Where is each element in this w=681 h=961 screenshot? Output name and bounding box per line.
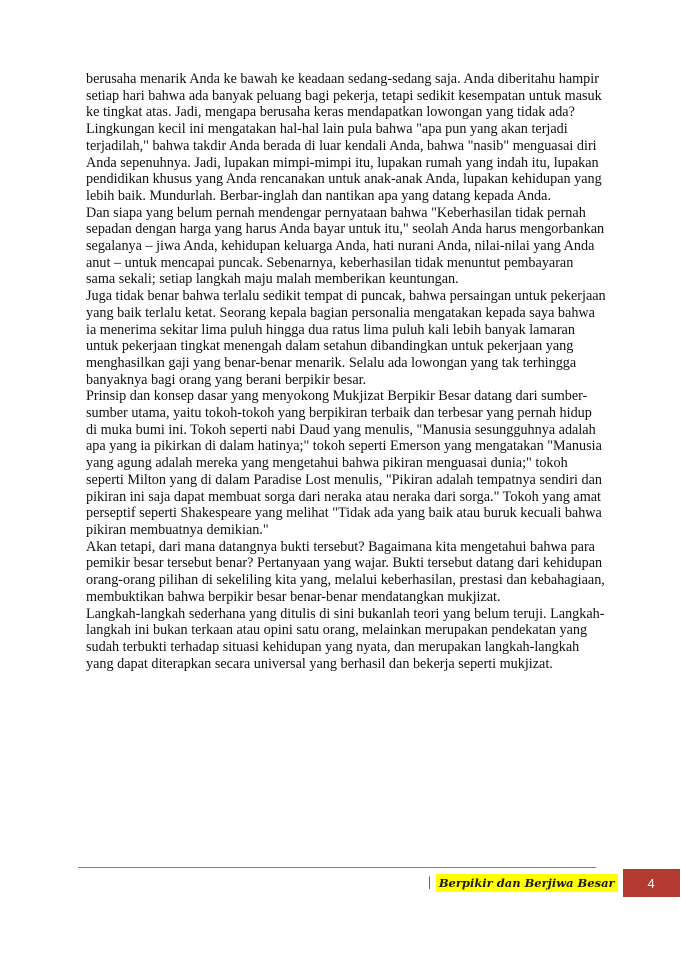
paragraph: Prinsip dan konsep dasar yang menyokong Mukjizat Berpikir Besar datang dari sumber-sumber utama, yaitu tokoh-tokoh yang berpikiran terbaik dan terbesar yang pernah hidup di muka bumi ini. Tokoh seperti nabi Daud yang menulis, "Manusia sesungguhnya adalah apa yang ia pikirkan di dalam hatinya;" tokoh seperti Emerson yang mengatakan "Manusia yang agung adalah mereka yang mengetahui bahwa pikiran menguasai dunia;" tokoh seperti Milton yang di dalam Paradise Lost menulis, "Pikiran adalah tempatnya sendiri dan pikiran ini saja dapat membuat sorga dari neraka atau neraka dari sorga." Tokoh yang amat perseptif seperti Shakespeare yang melihat "Tidak ada yang baik atau buruk kecuali bahwa pikiran membuatnya demikian."	[86, 388, 603, 538]
body-text	[86, 71, 606, 672]
paragraph: Langkah-langkah sederhana yang ditulis di sini bukanlah teori yang belum teruji. Langkah-langkah ini bukan terkaan atau opini satu orang, melainkan merupakan pendekatan yang sudah terbukti terhadap situasi kehidupan yang nyata, dan merupakan langkah-langkah yang dapat diterapkan secara universal yang berhasil dan bekerja seperti mukjizat.	[86, 605, 605, 672]
page-number: 4	[623, 869, 680, 897]
footer-separator: |	[428, 875, 431, 890]
paragraph: Akan tetapi, dari mana datangnya bukti tersebut? Bagaimana kita mengetahui bahwa para pemikir besar tersebut benar? Pertanyaan yang wajar. Bukti tersebut datang dari kehidupan orang-orang pilihan di sekeliling kita yang, melalui keberhasilan, prestasi dan kebahagiaan, membuktikan bahwa berpikir besar benar-benar mendatangkan mukjizat.	[86, 538, 605, 605]
page-footer	[428, 869, 680, 897]
footer-divider	[78, 867, 596, 868]
paragraph: Lingkungan kecil ini mengatakan hal-hal lain pula bahwa "apa pun yang akan terjadi terjadilah," bahwa takdir Anda berada di luar kendali Anda, bahwa "nasib" menguasai diri Anda sepenuhnya. Jadi, lupakan mimpi-mimpi itu, lupakan rumah yang indah itu, lupakan pendidikan khusus yang Anda rencanakan untuk anak-anak Anda, lupakan kehidupan yang lebih baik. Mundurlah. Berbar-inglah dan nantikan apa yang datang kepada Anda.	[86, 121, 602, 204]
footer-book-title: Berpikir dan Berjiwa Besar	[436, 874, 618, 892]
paragraph: Juga tidak benar bahwa terlalu sedikit tempat di puncak, bahwa persaingan untuk pekerjaan yang baik terlalu ketat. Seorang kepala bagian personalia mengatakan kepada saya bahwa ia menerima sekitar lima puluh hingga dua ratus lima puluh kali lebih banyak lamaran untuk pekerjaan tingkat menengah dalam setahun dibandingkan untuk pekerjaan yang menghasilkan gaji yang benar-benar menarik. Selalu ada lowongan yang tak terhingga banyaknya bagi orang yang berani berpikir besar.	[86, 288, 606, 388]
paragraph: Dan siapa yang belum pernah mendengar pernyataan bahwa "Keberhasilan tidak pernah sepadan dengan harga yang harus Anda bayar untuk itu," seolah Anda harus mengorbankan segalanya – jiwa Anda, kehidupan keluarga Anda, hati nurani Anda, nilai-nilai yang Anda anut – untuk mencapai puncak. Sebenarnya, keberhasilan tidak menuntut pembayaran sama sekali; setiap langkah maju malah memberikan keuntungan.	[86, 204, 605, 288]
paragraph: berusaha menarik Anda ke bawah ke keadaan sedang-sedang saja. Anda diberitahu hampir setiap hari bahwa ada banyak peluang bagi pekerja, tetapi sedikit kesempatan untuk masuk ke tingkat atas. Jadi, mengapa berusaha keras mendapatkan lowongan yang tidak ada?	[86, 71, 602, 121]
